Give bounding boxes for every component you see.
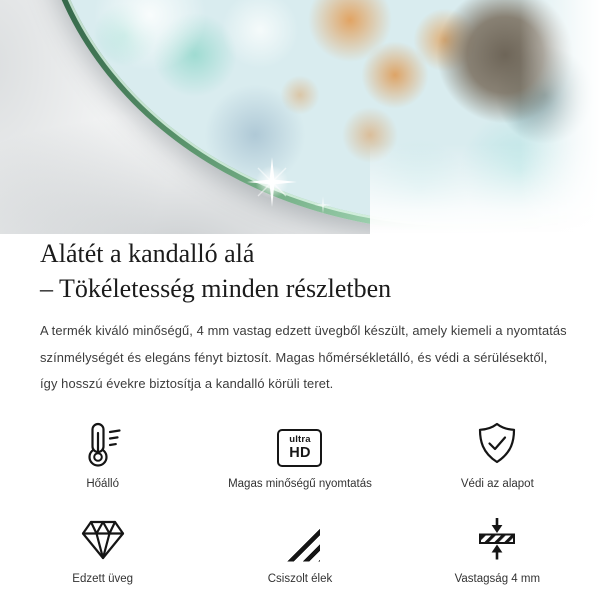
feature-label: Magas minőségű nyomtatás xyxy=(228,477,372,490)
feature-label: Hőálló xyxy=(86,477,119,490)
feature-tempered-glass xyxy=(4,516,201,585)
feature-label: Csiszolt élek xyxy=(267,572,333,585)
polished-edge-icon xyxy=(280,516,320,562)
diamond-icon xyxy=(79,516,127,562)
thermometer-icon xyxy=(80,421,126,467)
feature-label: Edzett üveg xyxy=(72,572,134,585)
title-line-1: Alátét a kandalló alá xyxy=(40,239,255,268)
product-description-section xyxy=(0,234,600,585)
sparkle-icon xyxy=(246,156,298,208)
title-line-2: – Tökéletesség minden részletben xyxy=(40,274,392,303)
page-title xyxy=(40,236,560,306)
feature-label: Védi az alapot xyxy=(460,477,534,490)
feature-thickness xyxy=(399,516,596,585)
image-fade-right xyxy=(520,0,600,234)
product-image xyxy=(0,0,600,234)
feature-polished-edges xyxy=(201,516,398,585)
thickness-icon xyxy=(473,516,521,562)
sparkle-icon xyxy=(314,196,332,214)
ultra-hd-icon: ultra HD xyxy=(277,421,322,467)
shield-check-icon xyxy=(474,421,520,467)
feature-protects-base xyxy=(399,421,596,490)
product-description: A termék kiváló minőségű, 4 mm vastag edzett üvegből készült, amely kiemeli a nyomtatás színmélységét és elegáns fényt biztosít. Magas hőmérsékletálló, és védi a sérülésektől, így hosszú évekre biztosítja a kandalló körüli teret. xyxy=(40,323,567,391)
feature-ultra-hd-print xyxy=(201,421,398,490)
feature-heat-resistant xyxy=(4,421,201,490)
feature-label: Vastagság 4 mm xyxy=(454,572,541,585)
features-grid xyxy=(4,421,596,585)
